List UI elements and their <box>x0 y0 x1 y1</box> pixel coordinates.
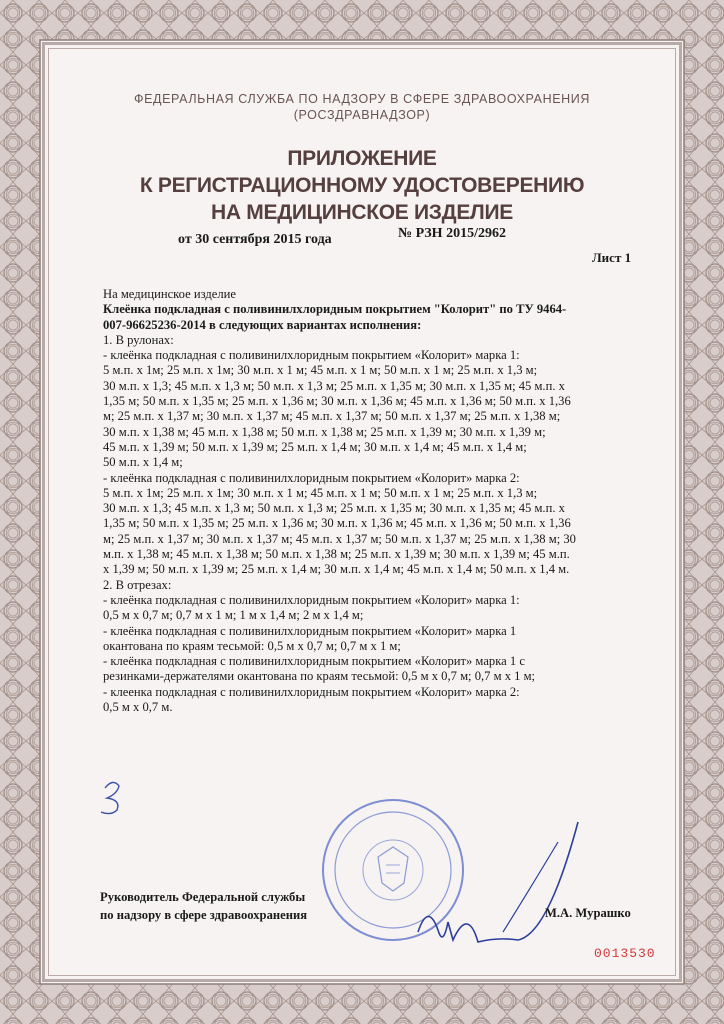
body-line: 30 м.п. х 1,3; 45 м.п. х 1,3 м; 50 м.п. х 1,3 м; 25 м.п. х 1,35 м; 30 м.п. х 1,35 м; 45 м.п. х <box>103 501 565 516</box>
serial-number: 0013530 <box>594 946 656 961</box>
body-line: м; 25 м.п. х 1,37 м; 30 м.п. х 1,37 м; 45 м.п. х 1,37 м; 50 м.п. х 1,37 м; 25 м.п. х 1,38 м; 30 <box>103 531 576 546</box>
body-line: На медицинское изделие <box>103 287 236 301</box>
agency-name: ФЕДЕРАЛЬНАЯ СЛУЖБА ПО НАДЗОРУ В СФЕРЕ ЗДРАВООХРАНЕНИЯ <box>134 92 590 106</box>
body-line: 30 м.п. х 1,38 м; 45 м.п. х 1,38 м; 50 м.п. х 1,38 м; 25 м.п. х 1,39 м; 30 м.п. х 1,39 м; <box>103 424 546 439</box>
body-line: окантована по краям тесьмой: 0,5 м х 0,7 м; 0,7 м х 1 м; <box>103 638 401 653</box>
body-line: 5 м.п. х 1м; 25 м.п. х 1м; 30 м.п. х 1 м; 45 м.п. х 1 м; 50 м.п. х 1 м; 25 м.п. х 1,3 м; <box>103 363 538 378</box>
body-line: м; 25 м.п. х 1,37 м; 30 м.п. х 1,37 м; 45 м.п. х 1,37 м; 50 м.п. х 1,37 м; 25 м.п. х 1,38 м; <box>103 409 561 424</box>
signer-title-line1: Руководитель Федеральной службы <box>100 890 306 904</box>
body-line: - клеенка подкладная с поливинилхлоридным покрытием «Колорит» марка 2: <box>103 684 520 699</box>
body-line: - клеёнка подкладная с поливинилхлоридным покрытием «Колорит» марка 1: <box>103 592 520 607</box>
body-line: 0,5 м х 0,7 м; 0,7 м х 1 м; 1 м х 1,4 м; 2 м х 1,4 м; <box>103 608 364 623</box>
body-line: 1. В рулонах: <box>103 332 174 347</box>
document-body <box>103 287 643 715</box>
body-line: - клеёнка подкладная с поливинилхлоридным покрытием «Колорит» марка 1 <box>103 623 517 638</box>
body-line: 45 м.п. х 1,39 м; 50 м.п. х 1,39 м; 25 м.п. х 1,4 м; 30 м.п. х 1,4 м; 45 м.п. х 1,4 м; <box>103 439 527 454</box>
body-line: 50 м.п. х 1,4 м; <box>103 455 183 470</box>
body-line: 30 м.п. х 1,3; 45 м.п. х 1,3 м; 50 м.п. х 1,3 м; 25 м.п. х 1,35 м; 30 м.п. х 1,35 м; 45 м.п. х <box>103 378 565 393</box>
body-line: - клеёнка подкладная с поливинилхлоридным покрытием «Колорит» марка 1 с <box>103 654 525 669</box>
body-line: 2. В отрезах: <box>103 577 172 592</box>
body-line: м.п. х 1,38 м; 45 м.п. х 1,38 м; 50 м.п. х 1,38 м; 25 м.п. х 1,39 м; 30 м.п. х 1,39 м; 45 м.п. <box>103 547 570 562</box>
issue-date: от 30 сентября 2015 года <box>178 232 332 247</box>
signature-icon <box>408 812 608 962</box>
body-line: - клеёнка подкладная с поливинилхлоридным покрытием «Колорит» марка 1: <box>103 348 520 363</box>
document-title-line2: К РЕГИСТРАЦИОННОМУ УДОСТОВЕРЕНИЮ <box>139 174 585 197</box>
body-line: 1,35 м; 50 м.п. х 1,35 м; 25 м.п. х 1,36 м; 30 м.п. х 1,36 м; 45 м.п. х 1,36 м; 50 м.п. х 1,36 <box>103 516 571 531</box>
handwritten-initial <box>95 770 135 820</box>
signer-name: М.А. Мурашко <box>545 906 631 920</box>
body-line: 1,35 м; 50 м.п. х 1,35 м; 25 м.п. х 1,36 м; 30 м.п. х 1,36 м; 45 м.п. х 1,36 м; 50 м.п. х 1,36 <box>103 394 571 409</box>
signer-title-line2: по надзору в сфере здравоохранения <box>100 908 308 922</box>
body-line: х 1,39 м; 50 м.п. х 1,39 м; 25 м.п. х 1,4 м; 30 м.п. х 1,4 м; 45 м.п. х 1,4 м; 50 м.п. х 1,4 м. <box>103 562 570 577</box>
body-line: резинками-держателями окантована по краям тесьмой: 0,5 м х 0,7 м; 0,7 м х 1 м; <box>103 669 536 684</box>
document-title-line1: ПРИЛОЖЕНИЕ <box>287 147 437 170</box>
body-line: 5 м.п. х 1м; 25 м.п. х 1м; 30 м.п. х 1 м; 45 м.п. х 1 м; 50 м.п. х 1 м; 25 м.п. х 1,3 м; <box>103 485 538 500</box>
body-line: 0,5 м х 0,7 м. <box>103 700 173 715</box>
sheet-number: Лист 1 <box>592 250 632 265</box>
agency-abbreviation: (РОСЗДРАВНАДЗОР) <box>293 108 431 122</box>
registration-number: № РЗН 2015/2962 <box>398 226 506 241</box>
document-title-line3: НА МЕДИЦИНСКОЕ ИЗДЕЛИЕ <box>211 201 513 224</box>
body-line: 007-96625236-2014 в следующих вариантах исполнения: <box>103 317 422 332</box>
body-line: Клеёнка подкладная с поливинилхлоридным покрытием "Колорит" по ТУ 9464- <box>103 302 567 317</box>
signer-title <box>100 888 307 924</box>
body-line: - клеёнка подкладная с поливинилхлоридным покрытием «Колорит» марка 2: <box>103 470 520 485</box>
